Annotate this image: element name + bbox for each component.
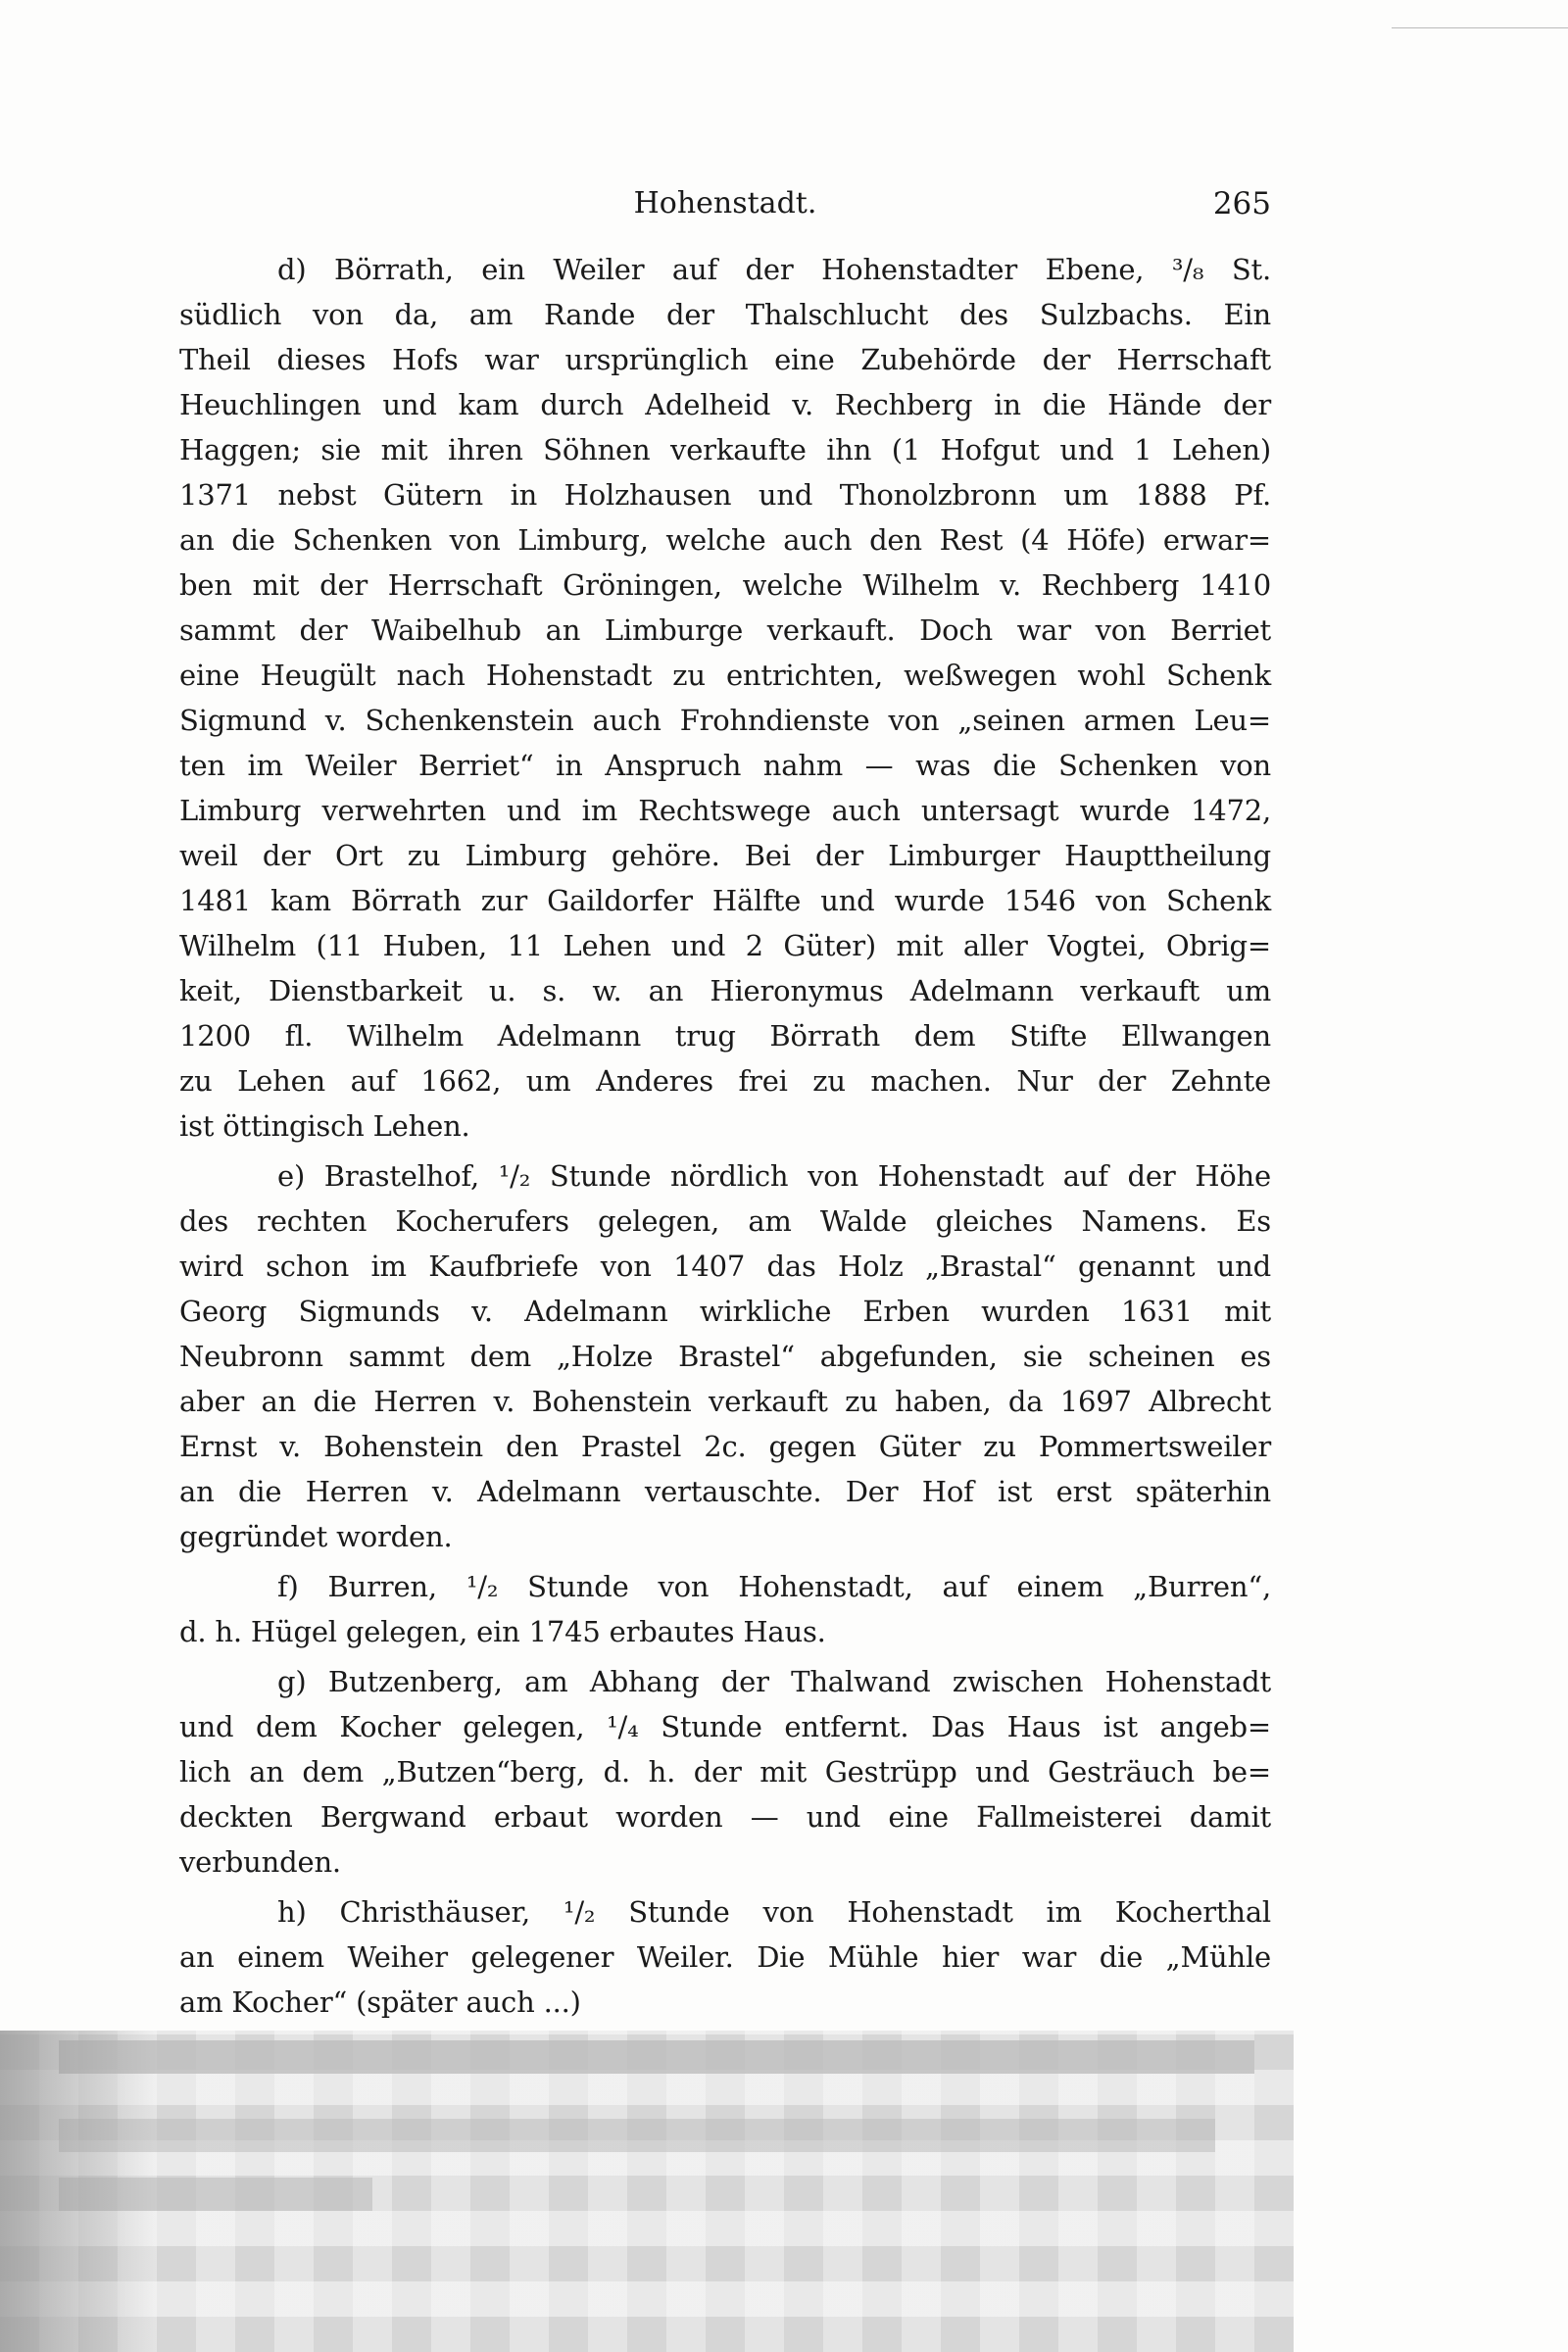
scan-edge-line: [1392, 27, 1568, 28]
text-line: südlich von da, am Rande der Thalschlucht des Sulzbachs. Ein: [179, 298, 1271, 331]
paragraph-first-line: f) Burren, ¹/₂ Stunde von Hohenstadt, auf einem „Burren“,: [277, 1570, 1271, 1603]
text-line: an die Herren v. Adelmann vertauschte. Der Hof ist erst späterhin: [179, 1475, 1271, 1508]
text-line: Ernst v. Bohenstein den Prastel 2c. gegen Güter zu Pommertsweiler: [179, 1430, 1271, 1463]
text-line: Haggen; sie mit ihren Söhnen verkaufte ihn (1 Hofgut und 1 Lehen): [179, 433, 1271, 466]
text-line: lich an dem „Butzen“berg, d. h. der mit Gestrüpp und Gesträuch be=: [179, 1755, 1271, 1788]
paragraph-first-line: e) Brastelhof, ¹/₂ Stunde nördlich von Hohenstadt auf der Höhe: [277, 1159, 1271, 1193]
text-line: am Kocher“ (später auch ...): [179, 1985, 581, 2019]
text-line: und dem Kocher gelegen, ¹/₄ Stunde entfernt. Das Haus ist angeb=: [179, 1710, 1271, 1743]
page-number: 265: [1212, 186, 1271, 221]
text-line: 1481 kam Börrath zur Gaildorfer Hälfte und wurde 1546 von Schenk: [179, 884, 1271, 917]
text-line: eine Heugült nach Hohenstadt zu entrichten, weßwegen wohl Schenk: [179, 659, 1271, 692]
text-line: an die Schenken von Limburg, welche auch den Rest (4 Höfe) erwar=: [179, 523, 1271, 557]
text-line: 1371 nebst Gütern in Holzhausen und Thonolzbronn um 1888 Pf.: [179, 478, 1271, 512]
text-line: weil der Ort zu Limburg gehöre. Bei der Limburger Haupttheilung: [179, 839, 1271, 872]
scan-shadow: [0, 2031, 157, 2352]
text-line: verbunden.: [179, 1845, 341, 1879]
text-line: deckten Bergwand erbaut worden — und eine Fallmeisterei damit: [179, 1800, 1271, 1834]
text-line: 1200 fl. Wilhelm Adelmann trug Börrath dem Stifte Ellwangen: [179, 1019, 1271, 1053]
paragraph-first-line: h) Christhäuser, ¹/₂ Stunde von Hohenstadt im Kocherthal: [277, 1895, 1271, 1929]
text-line: Wilhelm (11 Huben, 11 Lehen und 2 Güter) mit aller Vogtei, Obrig=: [179, 929, 1271, 962]
text-line: Neubronn sammt dem „Holze Brastel“ abgefunden, sie scheinen es: [179, 1340, 1271, 1373]
text-line: sammt der Waibelhub an Limburge verkauft. Doch war von Berriet: [179, 613, 1271, 647]
text-line: Sigmund v. Schenkenstein auch Frohndienste von „seinen armen Leu=: [179, 704, 1271, 737]
text-line: keit, Dienstbarkeit u. s. w. an Hieronymus Adelmann verkauft um: [179, 974, 1271, 1007]
text-line: ist öttingisch Lehen.: [179, 1109, 470, 1143]
text-line: Limburg verwehrten und im Rechtswege auch untersagt wurde 1472,: [179, 794, 1271, 827]
redacted-pixelated-region: [0, 2031, 1294, 2352]
text-line: Georg Sigmunds v. Adelmann wirkliche Erben wurden 1631 mit: [179, 1295, 1271, 1328]
paragraph-first-line: d) Börrath, ein Weiler auf der Hohenstadter Ebene, ³/₈ St.: [277, 253, 1271, 286]
text-line: wird schon im Kaufbriefe von 1407 das Holz „Brastal“ genannt und: [179, 1250, 1271, 1283]
text-line: zu Lehen auf 1662, um Anderes frei zu machen. Nur der Zehnte: [179, 1064, 1271, 1098]
text-line: ben mit der Herrschaft Gröningen, welche Wilhelm v. Rechberg 1410: [179, 568, 1271, 602]
text-line: ten im Weiler Berriet“ in Anspruch nahm — was die Schenken von: [179, 749, 1271, 782]
running-head: [179, 186, 1271, 229]
text-line: Theil dieses Hofs war ursprünglich eine Zubehörde der Herrschaft: [179, 343, 1271, 376]
text-line: gegründet worden.: [179, 1520, 453, 1553]
paragraph-first-line: g) Butzenberg, am Abhang der Thalwand zwischen Hohenstadt: [277, 1665, 1271, 1698]
text-line: aber an die Herren v. Bohenstein verkauft zu haben, da 1697 Albrecht: [179, 1385, 1271, 1418]
text-line: Heuchlingen und kam durch Adelheid v. Rechberg in die Hände der: [179, 388, 1271, 421]
text-line: an einem Weiher gelegener Weiler. Die Mühle hier war die „Mühle: [179, 1940, 1271, 1974]
text-line: d. h. Hügel gelegen, ein 1745 erbautes Haus.: [179, 1615, 826, 1648]
text-line: des rechten Kocherufers gelegen, am Walde gleiches Namens. Es: [179, 1204, 1271, 1238]
running-title: Hohenstadt.: [633, 186, 817, 220]
